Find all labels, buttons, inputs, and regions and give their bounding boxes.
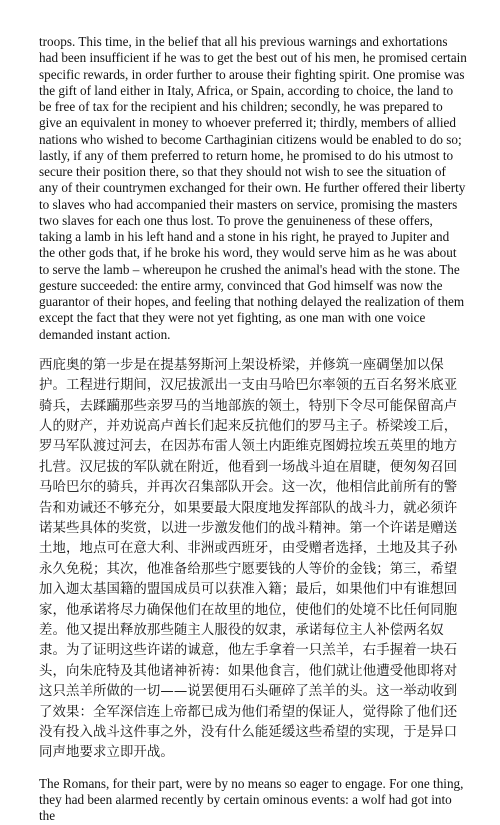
english-paragraph: troops. This time, in the belief that all his previous warnings and exhortations had been insufficient if he was to get the best out of his men, he promised certain specific rewards, in order further to arouse their fighting spirit. One promise was the gift of land either in Italy, Africa, or Spain, according to choice, the land to be free of tax for the recipient and his children; secondly, he was prepared to give an equivalent in money to whoever preferred it; thirdly, members of allied nations who wished to become Carthaginian citizens would be enabled to do so; lastly, if any of them preferred to return home, he promised to do his utmost to secure their position there, so that they should not wish to see the situation of any of their countrymen exchanged for their own. He further offered their liberty to slaves who had accompanied their masters on service, promising the masters two slaves for each one thus lost. To prove the genuineness of these offers, taking a lamb in his left hand and a stone in his right, he prayed to Jupiter and the other gods that, if he broke his word, they would serve him as he was about to serve the lamb – whereupon he crushed the animal's head with the stone. The gesture succeeded: the entire army, convinced that God himself was now the guarantor of their hopes, and feeling that nothing delayed the realization of them except the fact that they were not yet fighting, as one man with one voice demanded instant action. <box>39 34 467 342</box>
chinese-paragraph: 西庇奥的第一步是在提基努斯河上架设桥梁，并修筑一座碉堡加以保护。工程进行期间，汉尼拔派出一支由马哈巴尔率领的五百名努米底亚骑兵，去蹂躏那些亲罗马的当地部族的领土，特别下令尽可能保留高卢人的财产，并劝说高卢酋长们起来反抗他们的罗马主子。桥梁竣工后，罗马军队渡过河去，在因苏布雷人领土内距维克图姆拉埃五英里的地方扎营。汉尼拔的军队就在附近，他看到一场战斗迫在眉睫，便匆匆召回马哈巴尔的骑兵，并再次召集部队开会。这一次，他相信此前所有的警告和劝诫还不够充分，如果要最大限度地发挥部队的战斗力，就必须许诺某些具体的奖赏，以进一步激发他们的战斗精神。第一个许诺是赠送土地，地点可在意大利、非洲或西班牙，由受赠者选择，土地及其子孙永久免税；其次，他准备给那些宁愿要钱的人等价的金钱；第三，希望加入迦太基国籍的盟国成员可以获准入籍；最后，如果他们中有谁想回家，他承诺将尽力确保他们在故里的地位，使他们的处境不比任何同胞差。他又提出释放那些随主人服役的奴隶，承诺每位主人补偿两名奴隶。为了证明这些许诺的诚意，他左手拿着一只羔羊，右手握着一块石头，向朱庇特及其他诸神祈祷：如果他食言，他们就让他遭受他即将对这只羔羊所做的一切——说罢便用石头砸碎了羔羊的头。这一举动收到了效果：全军深信连上帝都已成为他们希望的保证人，觉得除了他们还没有投入战斗这件事之外，没有什么能延缓这些希望的实现，于是异口同声地要求立即开战。 <box>39 357 458 761</box>
english-paragraph-continued: The Romans, for their part, were by no means so eager to engage. For one thing, they had been alarmed recently by certain ominous events: a wolf had got into the <box>39 775 464 824</box>
